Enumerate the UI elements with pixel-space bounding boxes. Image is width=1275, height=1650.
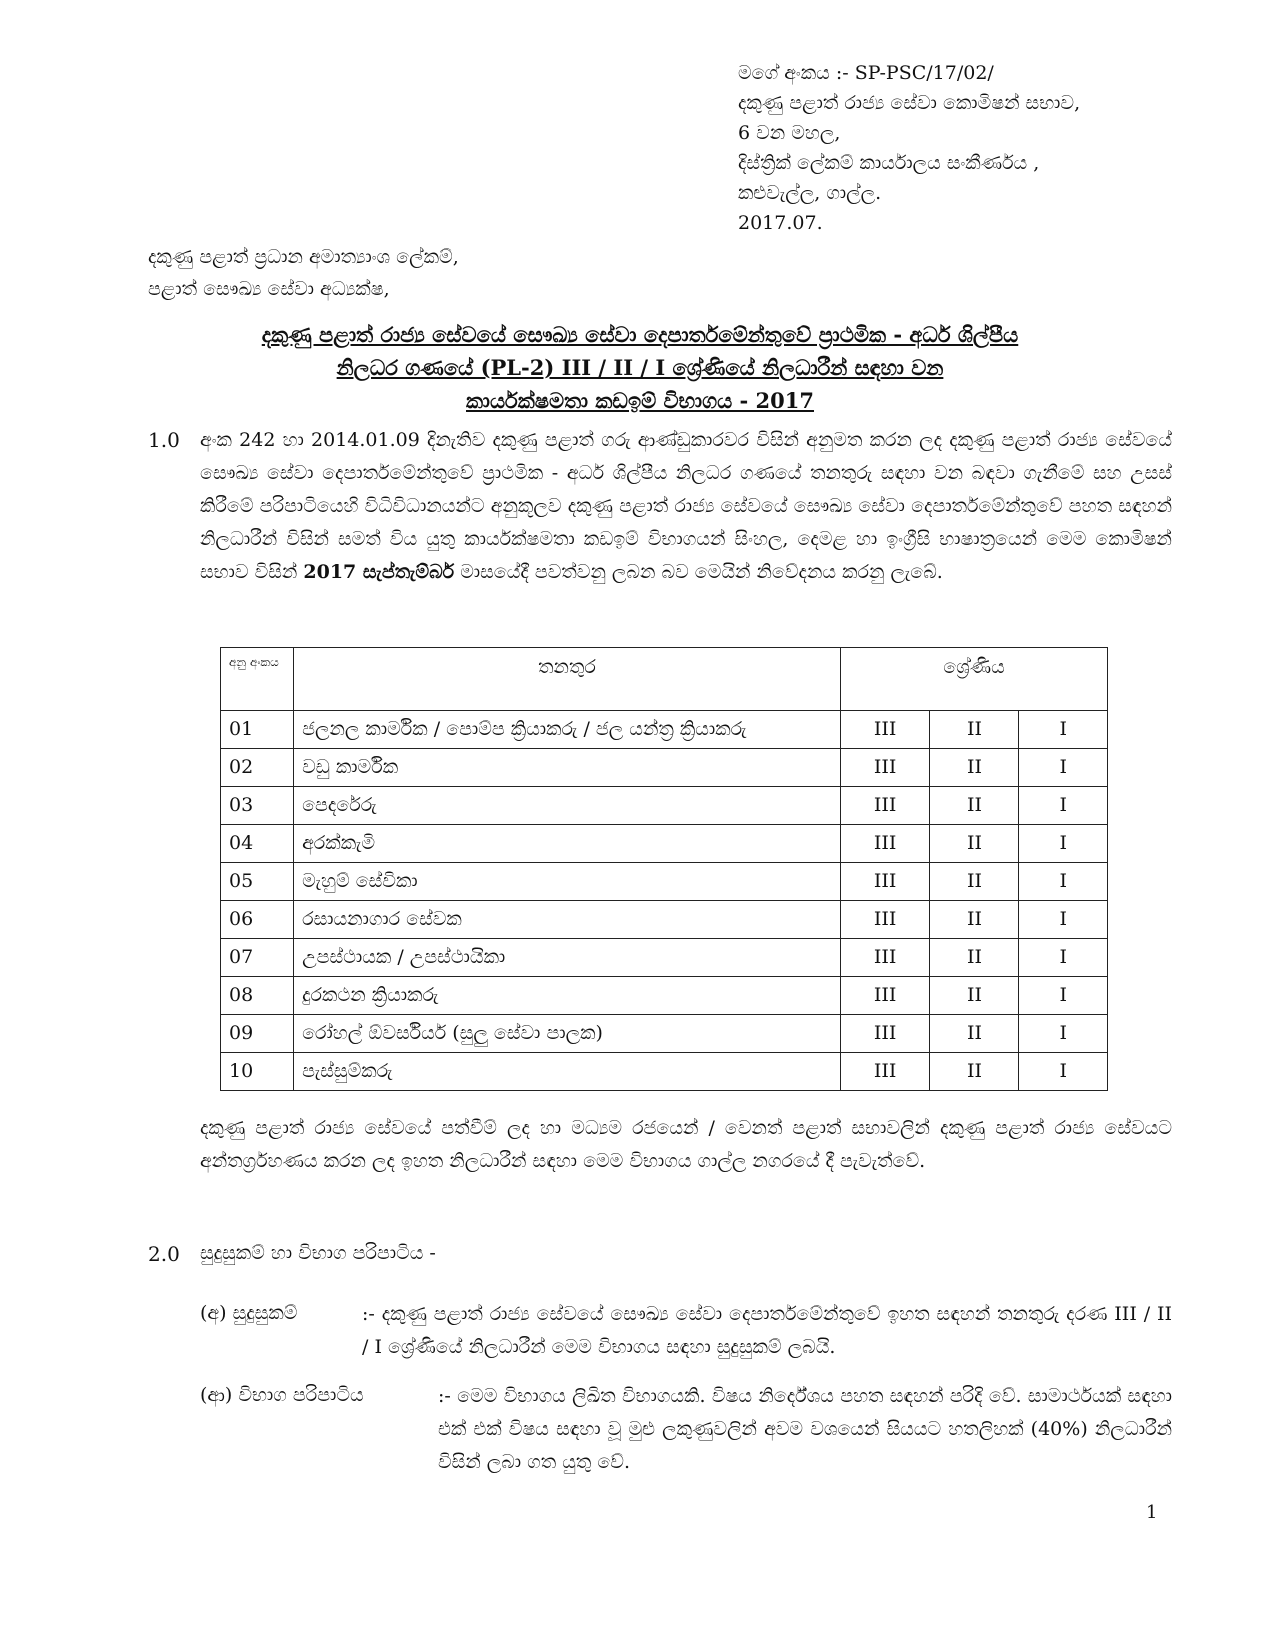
addressee-block (148, 244, 848, 308)
table-row (221, 1053, 1108, 1091)
title-line: දකුණු පළාත් රාජ්‍ය සේවයේ සෞඛ්‍ය සේවා දෙපාර්තමේන්තුවේ ප්‍රාථමික - අර්ධ ශිල්පීය (261, 322, 1019, 347)
reference-line: දිස්ත්‍රික් ලේකම් කාර්යාලය සංකීර්ණය , (738, 152, 1040, 174)
cell-post: උපස්ථායක / උපස්ථායිකා (294, 939, 841, 977)
reference-block (738, 60, 1208, 240)
section-number: 2.0 (148, 1242, 180, 1266)
cell-post: මැහුම් සේවිකා (294, 863, 841, 901)
document-title (120, 318, 1160, 417)
cell-grade-i: I (1019, 1053, 1108, 1091)
cell-grade-i: I (1019, 863, 1108, 901)
table-header-row (221, 648, 1108, 711)
cell-post: පෙදරේරු (294, 787, 841, 825)
cell-grade-iii: III (840, 901, 930, 939)
cell-post: රෝහල් ඕවර්සියර් (සුලු සේවා පාලක) (294, 1015, 841, 1053)
table-row (221, 787, 1108, 825)
cell-grade-i: I (1019, 825, 1108, 863)
title-line: නිලධර ගණයේ (PL-2) III / II / I ශ්‍රේණියේ නිලධාරීන් සඳහා වන (336, 355, 944, 380)
cell-post: පැස්සුම්කරු (294, 1053, 841, 1091)
cell-grade-ii: II (930, 1015, 1019, 1053)
cell-grade-i: I (1019, 787, 1108, 825)
section-1-paragraph (200, 424, 1172, 589)
table-row (221, 939, 1108, 977)
table-row (221, 863, 1108, 901)
cell-no: 10 (221, 1053, 294, 1091)
page-number: 1 (1146, 1502, 1158, 1523)
cell-grade-i: I (1019, 749, 1108, 787)
reference-line: 6 වන මහල, (738, 122, 841, 144)
cell-grade-iii: III (840, 977, 930, 1015)
table-row (221, 977, 1108, 1015)
cell-grade-ii: II (930, 711, 1019, 749)
exam-procedure-text: :- මෙම විභාගය ලිඛිත විභාගයකි. විෂය නිර්දේශය පහත සඳහන් පරිදි වේ. සාමාර්ථයක් සඳහා එක් එක් විෂය සඳහා වූ මුළු ලකුණුවලින් අවම වශයෙන් සියයට හතලිහක් (40%) නිලධාරීන් විසින් ලබා ගත යුතු වේ. (438, 1385, 1172, 1473)
cell-grade-ii: II (930, 939, 1019, 977)
qualifications-label: (අ) සුදුසුකම් (200, 1302, 298, 1324)
cell-grade-iii: III (840, 711, 930, 749)
table-row (221, 711, 1108, 749)
cell-grade-ii: II (930, 1053, 1019, 1091)
cell-no: 01 (221, 711, 294, 749)
cell-grade-ii: II (930, 863, 1019, 901)
section-1-text-end: මාසයේදී පවත්වනු ලබන බව මෙයින් නිවේදනය කරනු ලැබේ. (460, 561, 943, 583)
addressee-line: පළාත් සෞඛ්‍ය සේවා අධ්‍යක්ෂ, (148, 278, 390, 300)
cell-no: 05 (221, 863, 294, 901)
cell-no: 03 (221, 787, 294, 825)
reference-line: මගේ අංකය :- SP-PSC/17/02/ (738, 62, 994, 84)
cell-post: දුරකථන ක්‍රියාකරු (294, 977, 841, 1015)
cell-grade-iii: III (840, 787, 930, 825)
posts-table (220, 647, 1108, 1091)
cell-grade-ii: II (930, 977, 1019, 1015)
cell-grade-i: I (1019, 711, 1108, 749)
cell-grade-iii: III (840, 939, 930, 977)
exam-procedure-label: (ආ) විභාග පරිපාටිය (200, 1384, 364, 1406)
exam-date-bold: 2017 සැප්තැම්බර් (303, 561, 455, 583)
section-2-heading: සුදුසුකම් හා විභාග පරිපාටිය - (200, 1242, 436, 1264)
header-post: තනතුර (294, 648, 841, 711)
cell-grade-iii: III (840, 749, 930, 787)
header-serial-no: අනු අංකය (221, 648, 294, 711)
cell-grade-i: I (1019, 1015, 1108, 1053)
cell-grade-i: I (1019, 939, 1108, 977)
table-row (221, 1015, 1108, 1053)
section-1-text: අංක 242 හා 2014.01.09 දිනැතිව දකුණු පළාත් ගරු ආණ්ඩුකාරවර විසින් අනුමත කරන ලද දකුණු පළාත් රාජ්‍ය සේවයේ සෞඛ්‍ය සේවා දෙපාර්තමේන්තුවේ ප්‍රාථමික - අර්ධ ශිල්පීය නිලධර ගණයේ තනතුරු සඳහා වන බඳවා ගැනීමේ සහ උසස් කිරීමේ පරිපාටියෙහි විධිවිධානයන්ට අනුකූලව දකුණු පළාත් රාජ්‍ය සේවයේ සෞඛ්‍ය සේවා දෙපාර්තමේන්තුවේ පහත සඳහන් නිලධාරීන් විසින් සමත් විය යුතු කාර්යක්ෂමතා කඩඉම් විභාගයන් සිංහල, දෙමළ හා ඉංග්‍රීසි භාෂාත්‍රයෙන් මෙම කොමිෂන් සභාව විසින් (200, 429, 1172, 583)
cell-post: ජලනල කාර්මික / පොම්ප ක්‍රියාකරු / ජල යන්ත්‍ර ක්‍රියාකරු (294, 711, 841, 749)
addressee-line: දකුණු පළාත් ප්‍රධාන අමාත්‍යාංශ ලේකම්, (148, 246, 459, 268)
cell-grade-ii: II (930, 749, 1019, 787)
reference-date: 2017.07. (738, 212, 823, 234)
cell-grade-i: I (1019, 977, 1108, 1015)
cell-post: වඩු කාර්මික (294, 749, 841, 787)
qualifications-text: :- දකුණු පළාත් රාජ්‍ය සේවයේ සෞඛ්‍ය සේවා දෙපාර්තමේන්තුවේ ඉහත සඳහන් තනතුරු දරණ III / II / I ශ්‍රේණියේ නිලධාරීන් මෙම විභාගය සඳහා සුදුසුකම් ලබයි. (362, 1303, 1172, 1358)
table-row (221, 825, 1108, 863)
cell-no: 08 (221, 977, 294, 1015)
cell-grade-ii: II (930, 825, 1019, 863)
reference-line: කළුවැල්ල, ගාල්ල. (738, 182, 882, 204)
cell-post: අරක්කැමි (294, 825, 841, 863)
table-row (221, 749, 1108, 787)
cell-no: 04 (221, 825, 294, 863)
table-row (221, 901, 1108, 939)
cell-no: 09 (221, 1015, 294, 1053)
title-line: කාර්යක්ෂමතා කඩඉම් විභාගය - 2017 (466, 388, 814, 413)
cell-grade-i: I (1019, 901, 1108, 939)
reference-line: දකුණු පළාත් රාජ්‍ය සේවා කොමිෂන් සභාව, (738, 92, 1081, 114)
cell-grade-ii: II (930, 901, 1019, 939)
cell-no: 06 (221, 901, 294, 939)
section-number: 1.0 (148, 428, 180, 452)
venue-paragraph: දකුණු පළාත් රාජ්‍ය සේවයේ පත්වීම් ලද හා මධ්‍යම රජයෙන් / වෙනත් පළාත් සභාවලින් දකුණු පළාත් රාජ්‍ය සේවයට අන්තර්ග්‍රහණය කරන ලද ඉහත නිලධාරීන් සඳහා මෙම විභාගය ගාල්ල නගරයේ දී පැවැත්වේ. (200, 1117, 1172, 1172)
cell-grade-iii: III (840, 863, 930, 901)
cell-no: 02 (221, 749, 294, 787)
header-grade: ශ්‍රේණිය (840, 648, 1107, 711)
cell-no: 07 (221, 939, 294, 977)
cell-grade-iii: III (840, 825, 930, 863)
cell-grade-iii: III (840, 1015, 930, 1053)
cell-grade-ii: II (930, 787, 1019, 825)
cell-post: රසායනාගාර සේවක (294, 901, 841, 939)
cell-grade-iii: III (840, 1053, 930, 1091)
